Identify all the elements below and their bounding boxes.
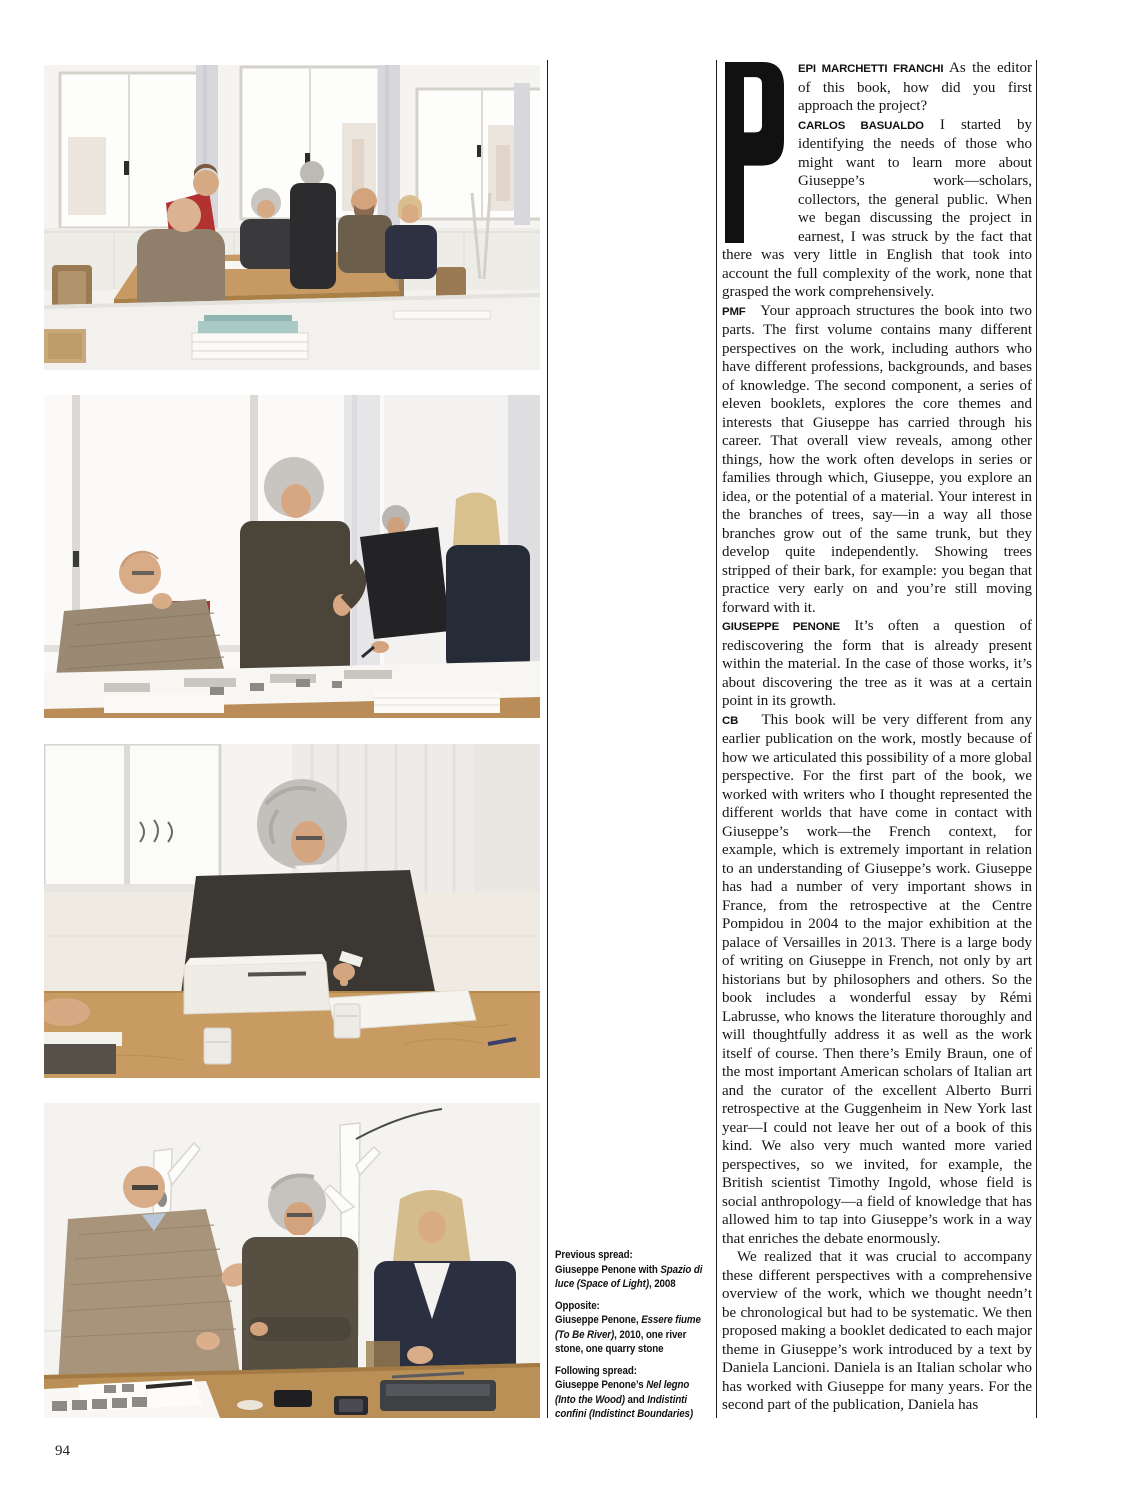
photo-1-illustration bbox=[44, 65, 540, 370]
speaker-label: CB bbox=[722, 714, 739, 727]
speaker-label: CARLOS BASUALDO bbox=[798, 119, 924, 132]
speaker-label: PMF bbox=[722, 305, 746, 318]
caption-artwork-title: Spazio di luce (Space of Light) bbox=[555, 1263, 703, 1290]
caption-heading: Opposite: bbox=[555, 1299, 600, 1312]
paragraph bbox=[722, 302, 1032, 618]
drop-cap-letter bbox=[725, 62, 784, 243]
caption-artwork-title: Indistinti confini (Indistinct Boundaries) bbox=[555, 1393, 694, 1420]
paragraph-text: Your approach structures the book into two parts. The first volume contains many different perspectives on the work, including authors who have different professions, backgrounds, and bases of knowledge. The second component, a series of eleven booklets, explores the core themes and interests that Giuseppe has carried through his career. That overall view reveals, among other things, how the work often develops in series or families through which, Giuseppe, you explore an idea, or the potential of a material. Your interest in the branches of trees, say—in a way all those branches grow out of the same trunk, but they develop quite independently. Showing trees stripped of their bark, for example: you began that practice very early on and you’re still moving forward with it. bbox=[722, 302, 1032, 616]
photo-2-illustration bbox=[44, 395, 540, 718]
paragraph bbox=[722, 711, 1032, 1249]
photo-3-illustration bbox=[44, 744, 540, 1078]
photo-penone-with-box bbox=[44, 744, 540, 1078]
drop-cap-glyph bbox=[725, 62, 784, 243]
caption-column bbox=[555, 1248, 707, 1429]
caption-text: and bbox=[624, 1393, 648, 1406]
interview-column bbox=[722, 59, 1032, 1421]
speaker-label: EPI MARCHETTI FRANCHI bbox=[798, 63, 944, 75]
photo-4-illustration bbox=[44, 1103, 540, 1418]
speaker-label: GIUSEPPE PENONE bbox=[722, 621, 840, 633]
caption-opposite bbox=[555, 1299, 707, 1357]
photo-reviewing-layouts bbox=[44, 395, 540, 718]
caption-following-spread bbox=[555, 1364, 707, 1422]
caption-artwork-title: Nel legno (Into the Wood) bbox=[555, 1379, 690, 1406]
paragraph-text: I started by identifying the needs of those who might want to learn more about Giuseppe’s work—scholars, collectors, the general public. When we began discussing the project in earnest, I was struck by the fact that there was very little in English that took into account the full complexity of the work, none that grasped the work comprehensively. bbox=[722, 116, 1032, 300]
caption-text: Giuseppe Penone with bbox=[555, 1263, 661, 1276]
caption-body bbox=[555, 1263, 707, 1292]
vertical-rule-right bbox=[1036, 60, 1037, 1418]
paragraph-text: We realized that it was crucial to accompany these different perspectives with a comprehensive overview of the work, which we thought needn’t be chronological but had to be systematic. We then proposed making a booklet dedicated to each major theme in Giuseppe’s work introduced by a text by Daniela Lancioni. Daniela is an Italian scholar who has worked with Giuseppe for many years. For the second part of the publication, Daniela has bbox=[722, 1249, 1032, 1413]
caption-artwork-title: Essere fiume (To Be River) bbox=[555, 1314, 701, 1341]
caption-text: , 2008 bbox=[648, 1278, 676, 1290]
paragraph bbox=[722, 59, 1032, 116]
paragraph-text: This book will be very different from any earlier publication on the work, mostly because of how we articulated this possibility of a more global perspective. For the first part of the book, we worked with writers who I thought represented the different worlds that have come in contact with Giuseppe’s work—the French context, for example, which is extremely important in relation to an understanding of Giuseppe’s work. Giuseppe has had a number of very important shows in France, from the retrospective at the Centre Pompidou in 2004 to the major exhibition at the palace of Versailles in 2013. There is a large body of writing on Giuseppe in French, not only by art historians but by philosophers and others. So the book includes a wonderful essay by Rémi Labrusse, who knows the literature thoroughly and will thoughtfully address it as well as the work itself of course. Then there’s Emily Braun, one of the most important American scholars of Italian art and the curator of the excellent Alberto Burri retrospective at the Guggenheim in New York last year—I could not leave her out of a book of this kind. We also very much wanted more varied perspectives, so we invited, for example, the British scientist Timothy Ingold, whose field is social anthropology—a field of knowledge that has allowed him to tap into Giuseppe’s work in a way that enriches the debate enormously. bbox=[722, 711, 1032, 1247]
paragraph bbox=[722, 617, 1032, 711]
caption-text: Giuseppe Penone, bbox=[555, 1314, 642, 1326]
photo-three-in-conversation bbox=[44, 1103, 540, 1418]
caption-text: Giuseppe Penone’s bbox=[555, 1379, 647, 1391]
vertical-rule-middle bbox=[716, 60, 717, 1418]
caption-body bbox=[555, 1378, 707, 1422]
caption-text: , 2010, one river stone, one quarry stone bbox=[555, 1328, 687, 1355]
vertical-rule-left bbox=[547, 60, 548, 1418]
paragraph-text: As the editor of this book, how did you first approach the project? bbox=[798, 60, 1032, 114]
caption-heading: Previous spread: bbox=[555, 1249, 633, 1261]
photo-meeting-overview bbox=[44, 65, 540, 370]
caption-previous-spread bbox=[555, 1248, 707, 1292]
paragraph-text: It’s often a question of rediscovering the form that is already present within the material. In the case of those works, it’s about discovering the tree as it was at a certain point in its growth. bbox=[722, 618, 1032, 709]
page-number: 94 bbox=[55, 1443, 70, 1459]
caption-heading: Following spread: bbox=[555, 1364, 637, 1377]
paragraph bbox=[722, 1248, 1032, 1415]
caption-body bbox=[555, 1313, 707, 1357]
